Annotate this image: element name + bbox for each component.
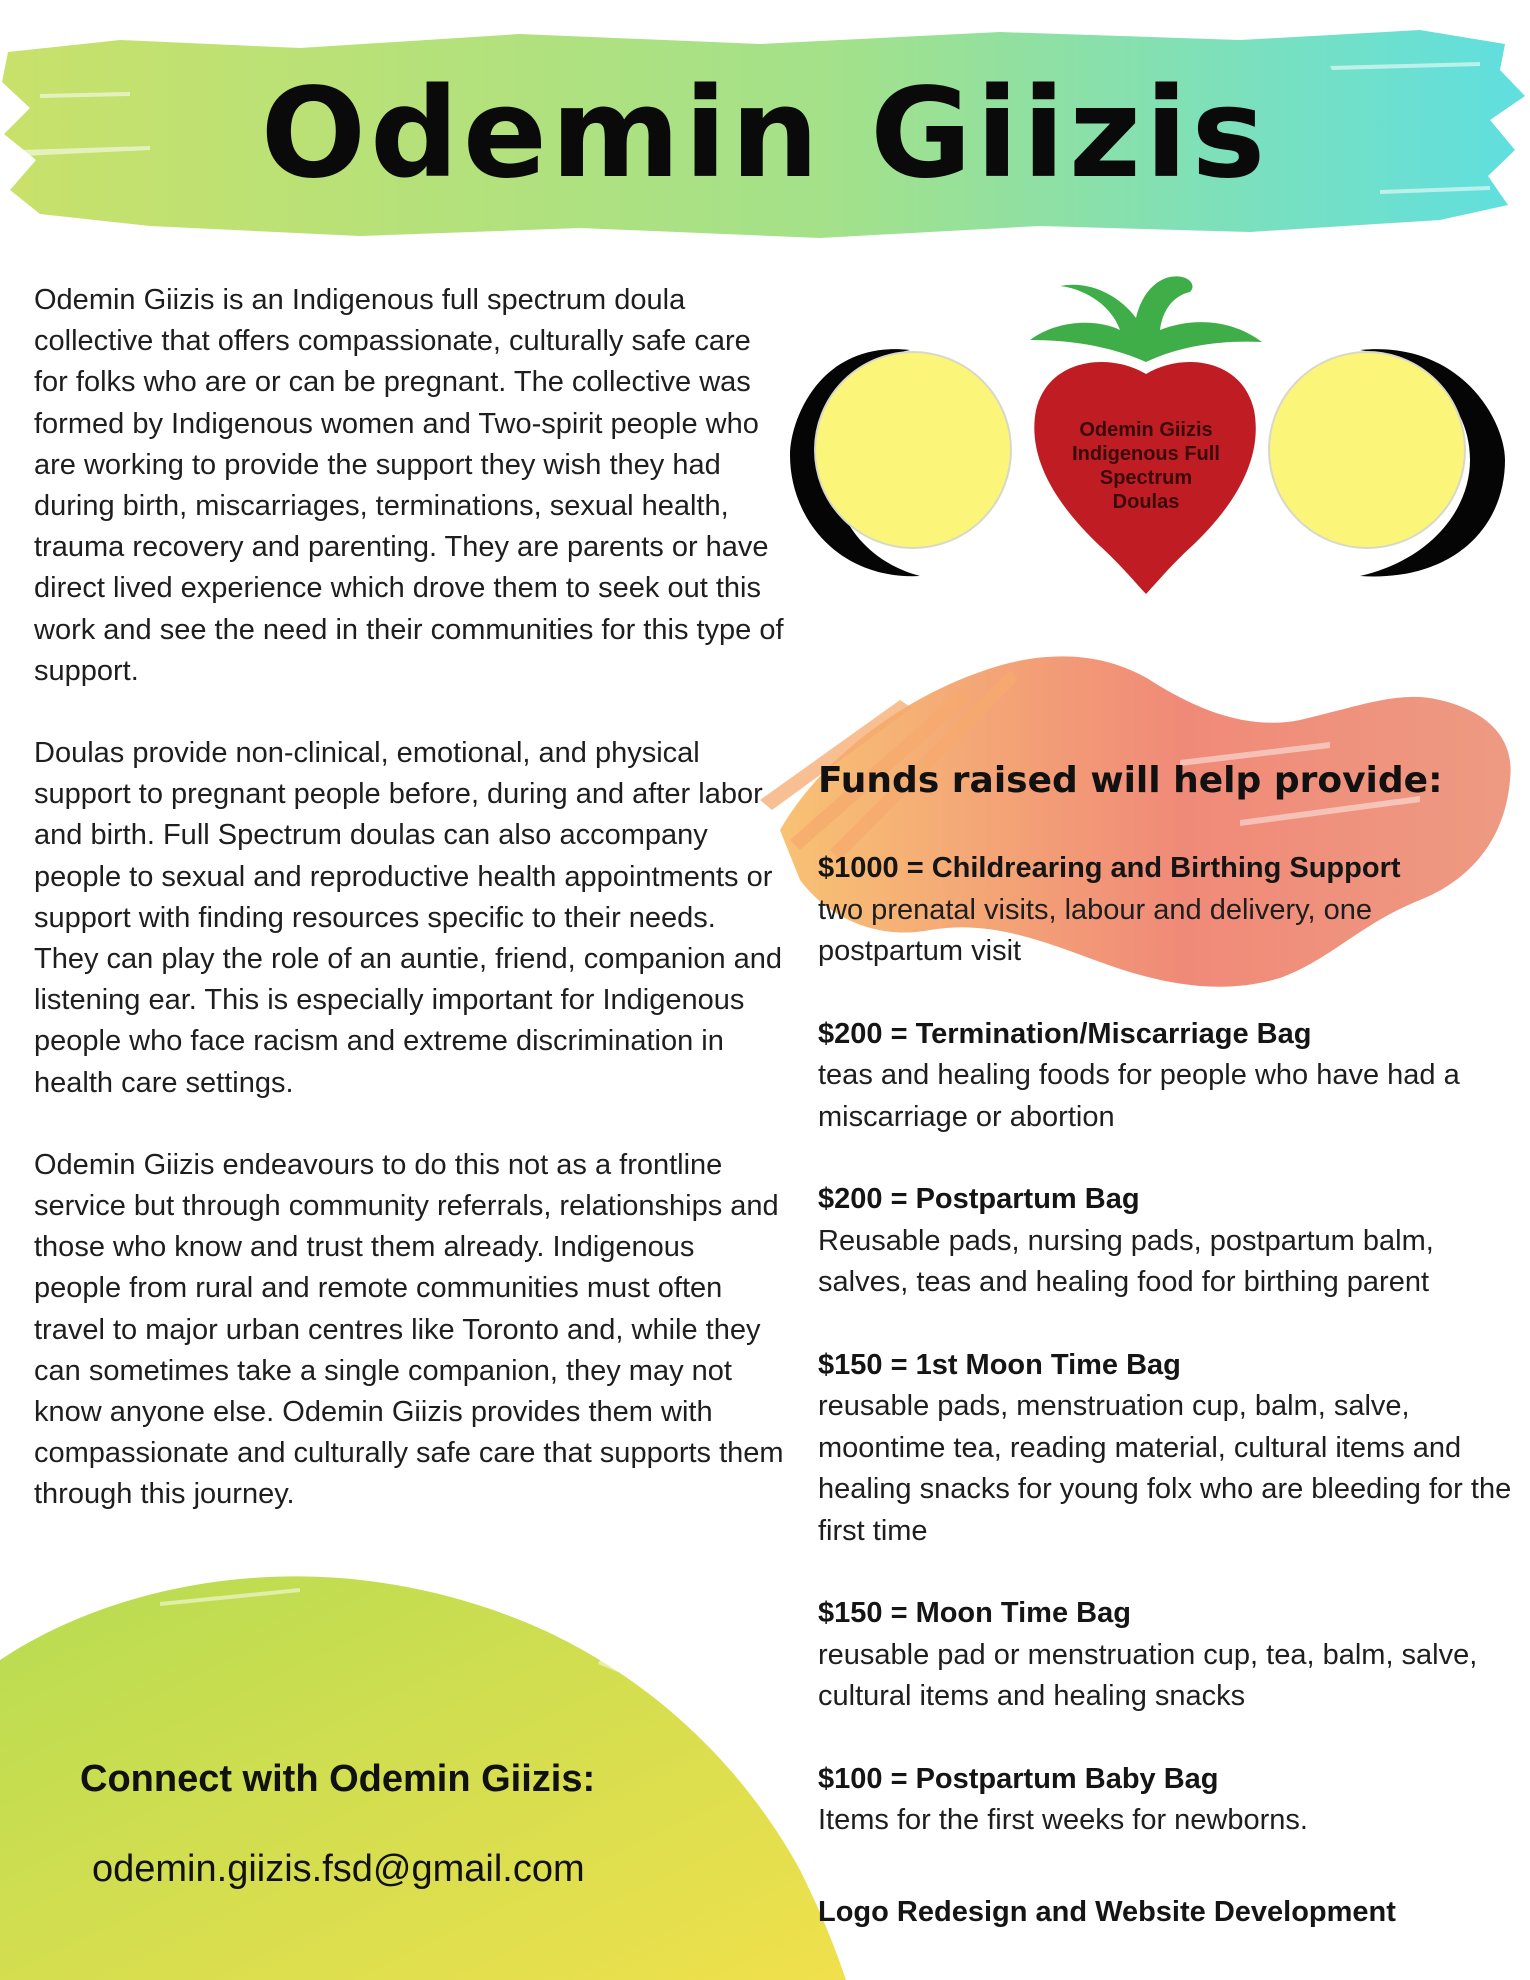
fund-item-description: two prenatal visits, labour and delivery, one postpartum visit — [818, 893, 1372, 967]
intro-paragraph: Odemin Giizis is an Indigenous full spectrum doula collective that offers compassionate, culturally safe care for folks who are or can be pregnant. The collective was formed by Indigenous women and Two-spirit people who are working to provide the support they wish they had during birth, miscarriages, terminations, sexual health, trauma recovery and parenting. They are parents or have direct lived experience which drove them to seek out this work and see the need in their communities for this type of support. — [34, 284, 784, 687]
intro-section — [34, 280, 784, 1557]
logo-text-line: Indigenous Full — [1072, 443, 1220, 465]
fund-item — [818, 1014, 1518, 1139]
logo-text-line: Odemin Giizis — [1079, 419, 1213, 441]
fund-item — [818, 1179, 1518, 1304]
fund-item-title: $150 = Moon Time Bag — [818, 1597, 1131, 1629]
funds-heading: Funds raised will help provide: — [818, 760, 1443, 801]
funds-list — [818, 848, 1518, 1883]
credit-line: Logo Redesign and Website Development — [818, 1896, 1396, 1928]
fund-item-title: $100 = Postpartum Baby Bag — [818, 1762, 1219, 1795]
fund-item-title: $1000 = Childrearing and Birthing Support — [818, 852, 1401, 884]
fund-item-description: reusable pads, menstruation cup, balm, salve, moontime tea, reading material, cultural items and healing snacks for young folx who are bleeding for the first time — [818, 1390, 1512, 1547]
strawberry-leaves — [1030, 276, 1262, 362]
fund-item — [818, 1593, 1518, 1718]
right-full-moon — [1269, 352, 1465, 548]
page-title: Odemin Giizis — [260, 62, 1270, 206]
fund-item-description: reusable pad or menstruation cup, tea, balm, salve, cultural items and healing snacks — [818, 1638, 1478, 1712]
fund-item — [818, 848, 1518, 973]
left-full-moon — [815, 352, 1011, 548]
intro-paragraph: Odemin Giizis endeavours to do this not as a frontline service but through community referrals, relationships and those who know and trust them already. Indigenous people from rural and remote communities must often travel to major urban centres like Toronto and, while they can sometimes take a single companion, they may not know anyone else. Odemin Giizis provides them with compassionate and culturally safe care that supports them through this journey. — [34, 1148, 784, 1511]
fund-item-title: $150 = 1st Moon Time Bag — [818, 1348, 1181, 1381]
fund-item-description: Items for the first weeks for newborns. — [818, 1804, 1308, 1836]
fund-item-description: Reusable pads, nursing pads, postpartum balm, salves, teas and healing food for birthing parent — [818, 1224, 1434, 1298]
logo-text — [1046, 418, 1246, 514]
contact-email-link[interactable]: odemin.giizis.fsd@gmail.com — [92, 1848, 585, 1890]
fund-item — [818, 1759, 1518, 1842]
fund-item-title: $200 = Postpartum Bag — [818, 1183, 1140, 1215]
logo-text-line: Spectrum — [1099, 467, 1193, 489]
connect-heading: Connect with Odemin Giizis: — [80, 1758, 596, 1800]
intro-paragraph: Doulas provide non-clinical, emotional, and physical support to pregnant people before, during and after labor and birth. Full Spectrum doulas can also accompany people to sexual and reproductive health appointments or support with finding resources specific to their needs. They can play the role of an auntie, friend, companion and listening ear. This is especially important for Indigenous people who face racism and extreme discrimination in health care settings. — [34, 737, 783, 1099]
fund-item-description: teas and healing foods for people who have had a miscarriage or abortion — [818, 1059, 1460, 1133]
fund-item — [818, 1345, 1518, 1553]
logo-text-line: Doulas — [1112, 491, 1180, 513]
fund-item-title: $200 = Termination/Miscarriage Bag — [818, 1017, 1312, 1050]
